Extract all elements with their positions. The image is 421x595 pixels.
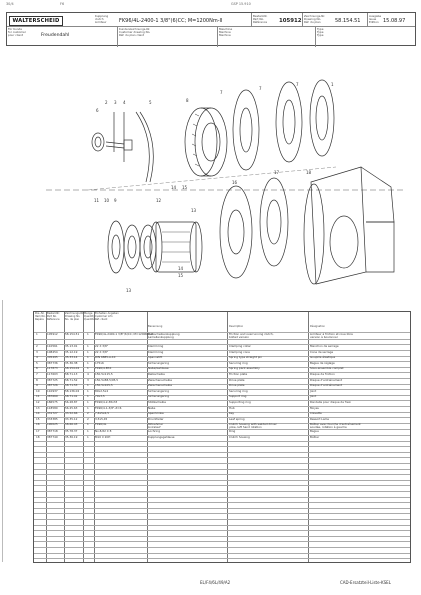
table-cell-info: 22 X 3/8" — [95, 343, 109, 348]
machine-label-1: Maschine Machine Machine — [219, 27, 233, 38]
table-cell-de: Druckfeder — [148, 416, 164, 421]
callout: 2 — [105, 100, 108, 105]
callout: 1 — [331, 82, 334, 87]
table-cell-pos: 8 — [36, 377, 38, 382]
table-cell-drawing: 35.12.19 — [65, 349, 78, 354]
callout: 9 — [114, 198, 117, 203]
table-cell-info: FK96/4L-2400-1 3/8"(6)CC; M=1200Nm-II — [95, 331, 153, 336]
table-cell-qty: 1 — [87, 422, 89, 427]
table-cell-part: 190025 — [47, 422, 58, 427]
table-cell-part: 117603 — [47, 371, 58, 376]
table-cell-pos: 12 — [36, 399, 40, 404]
table-row — [34, 389, 410, 390]
callout: 12 — [156, 198, 162, 203]
table-cell-drawing: 33.35.12 — [65, 416, 78, 421]
table-cell-fr: Bague — [310, 429, 319, 434]
table-cell-drawing: 33.52.66 — [65, 411, 78, 416]
clamp-bolt-part — [92, 133, 132, 151]
parts-list-table — [33, 311, 411, 563]
table-row — [34, 417, 410, 418]
table-cell-info: 22 X 3/8" — [95, 349, 109, 354]
callout: 11 — [94, 198, 100, 203]
table-cell-qty: 2 — [87, 411, 89, 416]
table-cell-pos: 14 — [36, 411, 40, 416]
callout: 14 — [178, 266, 184, 271]
table-cell-part: 108454 — [47, 349, 58, 354]
table-cell-pos: 13 — [36, 405, 40, 410]
table-cell-info: No.8,82 X 8 — [95, 429, 112, 434]
part-desc-value: FK96/4L-2400-1 3/8"(6)CC; M=1200Nm-II — [119, 18, 223, 24]
table-cell-pos: 16 — [36, 422, 40, 427]
callout: 10 — [104, 198, 110, 203]
friction-plates — [233, 80, 334, 170]
table-cell-pos: 5 — [36, 360, 38, 365]
part-desc-label: Kupplung clutch Limiteur — [95, 14, 109, 25]
table-cell-en: Friction plate — [229, 371, 248, 376]
header-benennung: Benennung — [148, 325, 163, 328]
callout: 14 — [171, 185, 177, 190]
clamp-collar-part — [136, 112, 153, 182]
table-cell-en: Spring pack assembly — [229, 366, 260, 371]
header-part-no: Bestell-Nr. Part No. Référence — [47, 312, 60, 321]
table-cell-en: Clutch housing — [229, 434, 250, 439]
table-cell-part: 387725 — [47, 377, 58, 382]
table-cell-de: Reibscheibe — [148, 371, 165, 376]
table-cell-de: Sicherungsring — [148, 388, 169, 393]
header-designation: Désignation — [310, 325, 325, 328]
table-cell-fr: Manchon de serrage — [310, 343, 339, 348]
table-cell-drawing: 58.154.02 — [65, 366, 80, 371]
table-cell-de: Reibscheibenkupplung Lamellenkupplung — [148, 331, 180, 339]
table-cell-part: 333385 — [47, 416, 58, 421]
table-cell-de: Klemmring — [148, 349, 164, 354]
table-cell-de: Zwischenscheibe — [148, 383, 173, 388]
customer-label: Für Kunde for customer pour client — [8, 27, 26, 38]
table-cell-de: Nabe — [148, 405, 156, 410]
table-cell-en: Support ring — [229, 394, 247, 399]
table-cell-part: 331727 — [47, 411, 58, 416]
spline-hub-part — [150, 222, 202, 272]
table-cell-part: 186575 — [47, 399, 58, 404]
table-row — [34, 372, 410, 373]
top-marks — [6, 2, 415, 8]
table-cell-en: Ring — [229, 429, 236, 434]
table-cell-drawing: 35.36.38 — [65, 360, 78, 365]
table-cell-qty: 1 — [87, 399, 89, 404]
table-cell-info: FK96/4-EP.II — [95, 366, 112, 371]
table-cell-part: 387749 — [47, 434, 58, 439]
table-cell-fr: Boîtier — [310, 434, 320, 439]
table-cell-drawing: 58.71.41 — [65, 394, 78, 399]
lower-rings — [108, 221, 156, 273]
table-cell-de: Kupplungsgehäuse — [148, 434, 175, 439]
table-cell-fr: Disque d'entraînement — [310, 377, 343, 382]
table-cell-qty: 1 — [87, 405, 89, 410]
callout: 18 — [306, 170, 312, 175]
table-cell-part: 387736 — [47, 360, 58, 365]
table-cell-pos: 17 — [36, 429, 40, 434]
table-cell-drawing: 35.33.14 — [65, 355, 78, 360]
table-cell-pos: 2 — [36, 343, 38, 348]
table-row — [34, 344, 410, 345]
table-cell-en: Securing ring — [229, 388, 248, 393]
header-item-no: Pos.-Nr. Item No. Repère — [35, 312, 46, 321]
table-cell-de: Nabe/Gehäuse — [148, 366, 169, 371]
table-cell-drawing: 35.36.19 — [65, 434, 78, 439]
table-cell-drawing: 58.154.51 — [65, 331, 80, 336]
table-cell-qty: 4 — [87, 371, 89, 376]
brand-logo: WALTERSCHEID — [9, 16, 63, 26]
callout: 4 — [123, 100, 126, 105]
spring-pack-hub — [185, 108, 227, 176]
table-cell-qty: 1 — [87, 360, 89, 365]
table-cell-en: Key — [229, 411, 235, 416]
table-cell-de: Stützscheibe — [148, 399, 166, 404]
drawing-no-value: 58.154.51 — [335, 18, 361, 24]
table-row — [34, 406, 410, 407]
table-cell-drawing: 58.71.53 — [65, 383, 78, 388]
table-cell-qty: 1 — [87, 355, 89, 360]
table-cell-de: Zwischenscheibe — [148, 377, 173, 382]
table-cell-drawing: 58.71.52 — [65, 377, 78, 382]
table-cell-fr: Clavette — [310, 411, 322, 416]
table-cell-info: 150,5x105,5 — [95, 383, 113, 388]
mark-mid-left: F6 — [60, 2, 65, 6]
table-cell-info: 3,5x5,45 — [95, 416, 108, 421]
table-cell-fr: Boîtier avec fourche d'entraînement soudée, rotation à gauche — [310, 422, 361, 430]
table-cell-pos: 11 — [36, 394, 40, 399]
callout: 6 — [96, 108, 99, 113]
table-cell-en: Clutch housing with welded driver yoke, left hand rotation — [229, 422, 277, 430]
callout-numbers — [94, 82, 334, 293]
margin-rule — [2, 300, 5, 562]
table-cell-part: 105912 — [47, 331, 58, 336]
table-cell-drawing: 56.25.63 — [65, 405, 78, 410]
callout: 17 — [274, 170, 280, 175]
table-row — [34, 332, 410, 333]
table-cell-info: FK96/4-1-3/8"-Z=6 — [95, 405, 122, 410]
table-cell-fr: Joint — [310, 394, 317, 399]
table-cell-qty: 3 — [87, 377, 89, 382]
issue-label: Ausgabe Issue Edition — [369, 14, 382, 25]
table-cell-info: 70x3,5 — [95, 394, 105, 399]
table-cell-qty: 1 — [87, 434, 89, 439]
callout: 15 — [182, 185, 188, 190]
table-cell-info: 80x2,5x4 — [95, 388, 109, 393]
table-cell-info: FK96/4L — [95, 422, 107, 427]
table-cell-fr: Ressort Lame — [310, 416, 330, 421]
table-cell-part: 110937 — [47, 388, 58, 393]
table-cell-fr: Moyeu — [310, 405, 320, 410]
callout: 7 — [259, 86, 262, 91]
mark-center: GSP 15.910 — [231, 2, 251, 6]
table-cell-en: Hub — [229, 405, 235, 410]
table-cell-pos: 1 — [36, 331, 38, 336]
clutch-housing-part — [304, 167, 394, 284]
callout: 5 — [149, 100, 152, 105]
table-cell-qty: 2 — [87, 416, 89, 421]
table-row — [34, 429, 410, 430]
table-cell-en: Friction and overrunning clutch, bolted version — [229, 331, 274, 339]
table-cell-part: 387669 — [47, 394, 58, 399]
table-cell-en: Spring type straight pin — [229, 355, 263, 360]
table-row — [34, 361, 410, 362]
table-cell-drawing: 58.71.13 — [65, 371, 78, 376]
table-cell-qty: 1 — [87, 349, 89, 354]
type-label-1: Type Type Type — [317, 27, 324, 38]
table-cell-en: Supporting ring — [229, 399, 251, 404]
table-row — [34, 378, 410, 379]
table-cell-de: Sperrklinke — [148, 411, 164, 416]
table-cell-part: 117873 — [47, 366, 58, 371]
callout: 16 — [232, 180, 238, 185]
table-cell-drawing: 58.66.43 — [65, 422, 78, 427]
table-cell-info: M10 X 2KH — [95, 434, 111, 439]
table-cell-fr: Goupille élastique — [310, 355, 336, 360]
table-cell-de: Spannstift — [148, 355, 163, 360]
table-cell-en: Securing ring — [229, 360, 248, 365]
customer-value: Freudendahl — [41, 33, 70, 38]
table-cell-fr: Limiteur à friction et roue libre version à boulonner — [310, 331, 353, 339]
table-cell-drawing: 56.28.87 — [65, 399, 78, 404]
table-cell-fr: Rondelle pour disque de frein — [310, 399, 352, 404]
callout: 7 — [220, 90, 223, 95]
table-row — [34, 350, 410, 351]
callout: 7 — [296, 82, 299, 87]
table-row — [34, 400, 410, 401]
table-cell-de: Klemmring — [148, 343, 164, 348]
customer-drawing-label: Kundenzeichnungs-Nr. Customer drawing No. Réf. du plan client — [119, 27, 151, 38]
footer-list-name: CAD-Ersatzteil-Liste-KSEL — [340, 580, 391, 585]
drive-plates-lower — [220, 178, 288, 278]
table-cell-pos: 3 — [36, 349, 38, 354]
table-cell-part: 387726 — [47, 383, 58, 388]
title-block — [6, 12, 416, 46]
table-cell-qty: 1 — [87, 429, 89, 434]
drawing-no-label: Zeichnungs-Nr. Drawing No. Réf. du plan — [304, 14, 326, 25]
table-cell-qty: 1 — [87, 331, 89, 336]
table-cell-pos: 10 — [36, 388, 40, 393]
table-cell-en: Drive plate — [229, 377, 245, 382]
callout: 3 — [114, 100, 117, 105]
header-quantity: Menge Quantity Quantité — [84, 312, 95, 321]
mark-left: 30/4 — [6, 2, 14, 6]
header-customer-info: Einheiten Angaben Customer info Réf. client — [95, 312, 119, 321]
table-cell-fr: Sous-ensemble complet — [310, 366, 344, 371]
table-cell-de: Sicherungsring — [148, 360, 169, 365]
table-cell-de: Lochring — [148, 429, 161, 434]
table-cell-de: Sicherungsring — [148, 394, 169, 399]
table-cell-fr: Joint — [310, 388, 317, 393]
table-cell-pos: 7 — [36, 371, 38, 376]
table-cell-qty: 1 — [87, 394, 89, 399]
table-cell-part: 387718 — [47, 429, 58, 434]
table-cell-pos: 9 — [36, 383, 38, 388]
table-cell-info: 7,6x5x4,5 — [95, 411, 109, 416]
table-cell-en: Clamping cone — [229, 349, 250, 354]
table-cell-pos: 15 — [36, 416, 40, 421]
table-cell-info: FK96/4-2-38x33 — [95, 399, 118, 404]
table-cell-qty: 1 — [87, 383, 89, 388]
table-cell-fr: Bague de réglage — [310, 360, 335, 365]
table-cell-info: 150,5x88,5/95,5 — [95, 377, 119, 382]
table-cell-info: 150,5x115,5 — [95, 371, 113, 376]
table-cell-en: Leaf spring — [229, 416, 245, 421]
table-row — [34, 435, 410, 436]
callout: 13 — [126, 288, 132, 293]
callout: 8 — [186, 98, 189, 103]
table-cell-en: Clamping collar — [229, 343, 251, 348]
table-row — [34, 339, 410, 340]
table-cell-qty: 1 — [87, 388, 89, 393]
exploded-view-drawing — [6, 72, 416, 294]
table-cell-drawing: 35.13.01 — [65, 343, 78, 348]
table-cell-pos: 4 — [36, 355, 38, 360]
part-no-label: Bestell-Nr. Part No. Référence — [253, 14, 268, 25]
table-cell-fr: Disque d'entraînement — [310, 383, 343, 388]
callout: 15 — [178, 273, 184, 278]
table-cell-qty: 1 — [87, 343, 89, 348]
table-cell-drawing: 35.78.37 — [65, 429, 78, 434]
header-drawing-no: Zeichnungs-Nr. Drawing No. No. de plan — [65, 312, 84, 321]
callout: 13 — [191, 208, 197, 213]
table-cell-part: 305495 — [47, 355, 58, 360]
issue-value: 15.08.97 — [383, 18, 406, 24]
part-no-value: 105912 — [279, 18, 302, 24]
table-cell-pos: 18 — [36, 434, 40, 439]
table-cell-qty: 1 — [87, 366, 89, 371]
table-cell-part: 110561 — [47, 343, 58, 348]
table-cell-fr: Cone de serrage — [310, 349, 334, 354]
table-cell-drawing: 58.136.02 — [65, 388, 80, 393]
table-cell-part: 118580 — [47, 405, 58, 410]
table-cell-fr: Disque de friction — [310, 371, 335, 376]
header-description: Description — [229, 325, 244, 328]
table-cell-de: Mitnehmer Linkslauf — [148, 422, 164, 430]
table-cell-info: 175x6 — [95, 360, 104, 365]
table-cell-en: Drive plate — [229, 383, 245, 388]
footer-code: EL/F4/6L/49/A2 — [200, 580, 231, 585]
table-cell-info: DIN 6885-A-10 — [95, 355, 116, 360]
table-cell-pos: 6 — [36, 366, 38, 371]
